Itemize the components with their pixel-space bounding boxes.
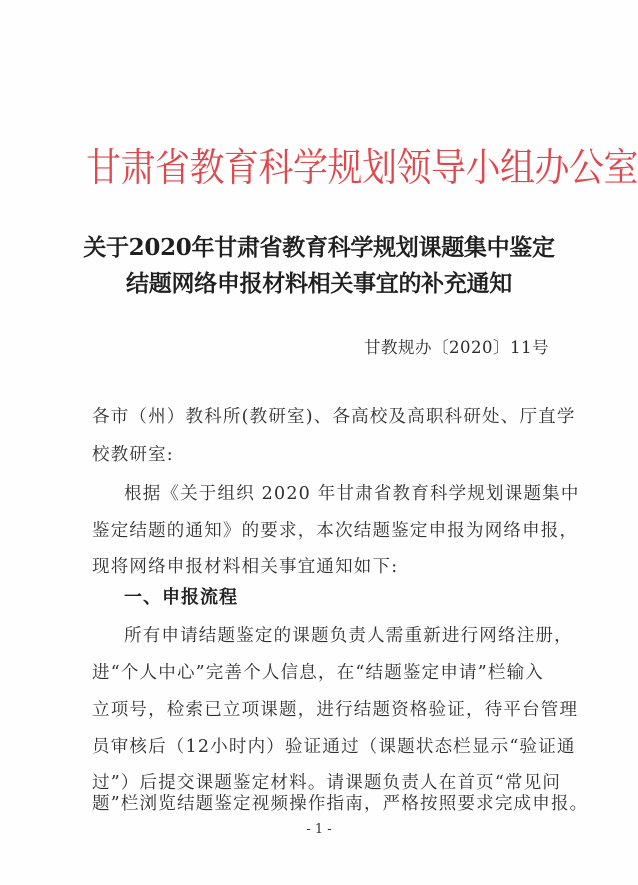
salutation-line-2: 校教研室:: [92, 445, 174, 465]
section-heading: 一、申报流程: [124, 587, 238, 608]
section-paragraph-line: 立项号，检索已立项课题，进行结题资格验证，待平台管理: [92, 700, 579, 720]
section-paragraph-line: 员审核后（12小时内）验证通过（课题状态栏显示“验证通: [92, 737, 576, 757]
document-title-line-1: 关于2020年甘肃省教育科学规划课题集中鉴定: [83, 234, 555, 261]
section-paragraph-line: 题”栏浏览结题鉴定视频操作指南，严格按照要求完成申报。: [92, 794, 589, 814]
intro-line-3: 现将网络申报材料相关事宜通知如下:: [92, 557, 399, 577]
intro-line-1: 根据《关于组织 2020 年甘肃省教育科学规划课题集中: [124, 484, 580, 504]
issuer-header: 甘肃省教育科学规划领导小组办公室: [86, 146, 638, 192]
section-paragraph-line: 进“个人中心”完善个人信息，在“结题鉴定申请”栏输入: [92, 663, 544, 683]
section-paragraph-line: 过”）后提交课题鉴定材料。请课题负责人在首页“常见问: [92, 773, 562, 793]
salutation-line-1: 各市（州）教科所(教研室)、各高校及高职科研处、厅直学: [92, 407, 576, 427]
document-title-line-2: 结题网络申报材料相关事宜的补充通知: [126, 270, 512, 297]
document-number: 甘教规办〔2020〕11号: [364, 338, 549, 357]
page-number: - 1 -: [306, 822, 332, 837]
section-paragraph-line: 所有申请结题鉴定的课题负责人需重新进行网络注册，: [124, 626, 573, 646]
intro-line-2: 鉴定结题的通知》的要求，本次结题鉴定申报为网络申报，: [92, 521, 579, 541]
